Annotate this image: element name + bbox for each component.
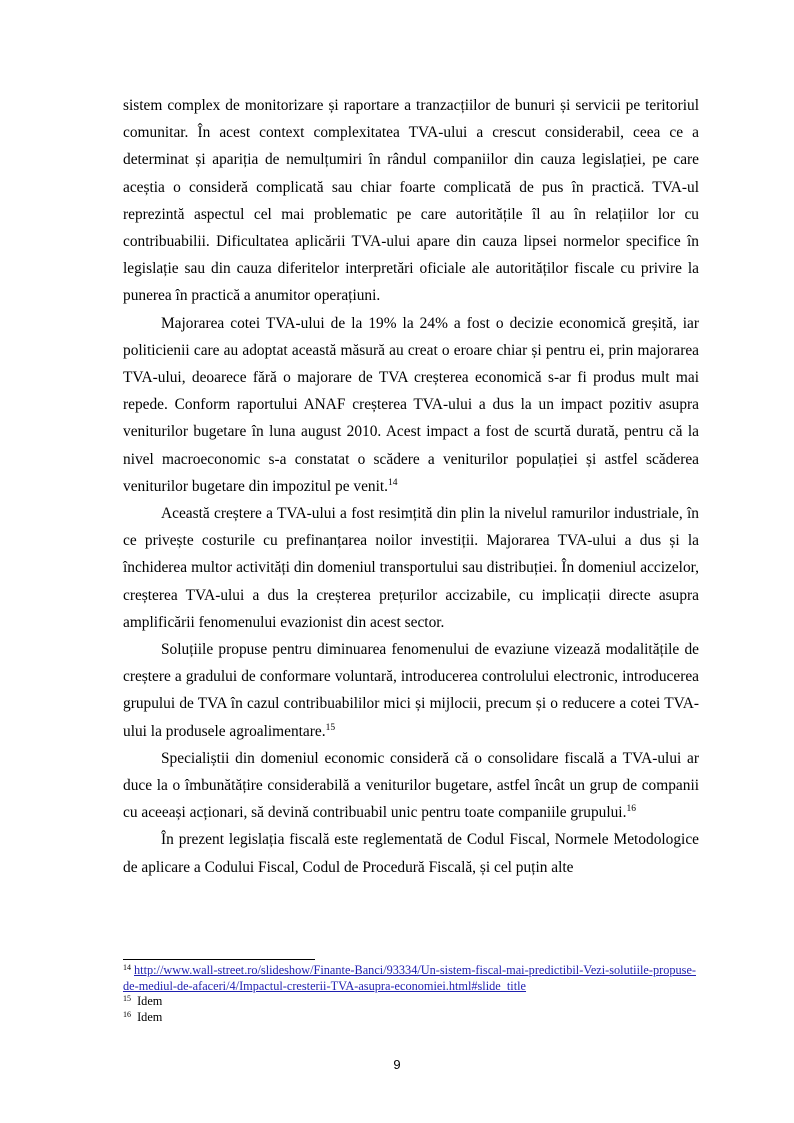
paragraph-4 (123, 636, 699, 745)
footnote-link[interactable]: http://www.wall-street.ro/slideshow/Finante-Banci/93334/Un-sistem-fiscal-mai-predictibil-Vezi-solutiile-propuse-de-mediul-de-afaceri/4/Impactul-cresterii-TVA-asupra-economiei.html#slide_title (123, 963, 696, 993)
page-number: 9 (393, 1057, 401, 1072)
paragraph-text: Soluțiile propuse pentru diminuarea fenomenului de evaziune vizează modalitățile de creștere a gradului de conformare voluntară, introducerea controlului electronic, introducerea grupului de TVA în cazul contribuabililor mici și mijlocii, precum și o reducere a cotei TVA-ului la produsele agroalimentare. (123, 641, 699, 740)
footnote-separator (123, 959, 315, 960)
footnote-number: 16 (123, 1009, 131, 1019)
footnote-number: 14 (123, 963, 131, 972)
paragraph-text: În prezent legislația fiscală este reglementată de Codul Fiscal, Normele Metodologice de aplicare a Codului Fiscal, Codul de Procedură Fiscală, și cel puțin alte (123, 831, 699, 876)
footnote-14 (123, 963, 699, 994)
footnotes (123, 963, 699, 1025)
paragraph-1 (123, 92, 699, 310)
paragraph-6 (123, 826, 699, 880)
footnote-text: Idem (137, 1009, 163, 1024)
paragraph-text: Această creștere a TVA-ului a fost resimțită din plin la nivelul ramurilor industriale, în ce privește costurile cu prefinanțarea noilor investiții. Majorarea TVA-ului a dus și la închiderea multor activități din domeniul transportului sau distribuției. În domeniul accizelor, creșterea TVA-ului a dus la creșterea prețurilor accizabile, cu implicații directe asupra amplificării fenomenului evazionist din acest sector. (123, 505, 699, 631)
paragraph-2 (123, 310, 699, 500)
footnote-text: Idem (137, 994, 163, 1008)
paragraph-text: Specialiștii din domeniul economic consideră că o consolidare fiscală a TVA-ului ar duce la o îmbunătățire considerabilă a veniturilor bugetare, astfel încât un grup de companii cu aceeași acționari, să devină contribuabil unic pentru toate companiile grupului. (123, 749, 699, 822)
paragraph-text: Majorarea cotei TVA-ului de la 19% la 24% a fost o decizie economică greșită, iar politicienii care au adoptat această măsură au creat o eroare chiar și pentru ei, prin majorarea TVA-ului, deoarece fără o majorare de TVA creșterea economică s-ar fi produs mult mai repede. Conform raportului ANAF creșterea TVA-ului a dus la un impact pozitiv asupra veniturilor bugetare în luna august 2010. Acest impact a fost de scurtă durată, pentru că la nivel macroeconomic s-a constatat o scădere a veniturilor populației și astfel scăderea veniturilor bugetare din impozitul pe venit. (123, 314, 699, 495)
footnote-15 (123, 994, 699, 1010)
paragraph-text: sistem complex de monitorizare și raportare a tranzacțiilor de bunuri și servicii pe teritoriul comunitar. În acest context complexitatea TVA-ului a crescut considerabil, ceea ce a determinat și apariția de nemulțumiri în rândul companiilor din cauza legislației, pe care aceștia o consideră complicată sau chiar foarte complicată de pus în practică. TVA-ul reprezintă aspectul cel mai problematic pe care autoritățile îl au în relațiilor lor cu contribuabilii. Dificultatea aplicării TVA-ului apare din cauza lipsei normelor specifice în legislație sau din cauza diferitelor interpretări oficiale ale autorităților fiscale cu privire la punerea în practică a anumitor operațiuni. (123, 97, 699, 305)
document-body (123, 92, 699, 881)
paragraph-3 (123, 500, 699, 636)
footnote-16 (123, 1010, 699, 1026)
footnote-ref-15[interactable]: 15 (325, 722, 336, 733)
footnote-ref-14[interactable]: 14 (388, 477, 398, 488)
footnote-number: 15 (123, 994, 131, 1003)
footnote-ref-16[interactable]: 16 (626, 804, 636, 815)
paragraph-5 (123, 745, 699, 827)
